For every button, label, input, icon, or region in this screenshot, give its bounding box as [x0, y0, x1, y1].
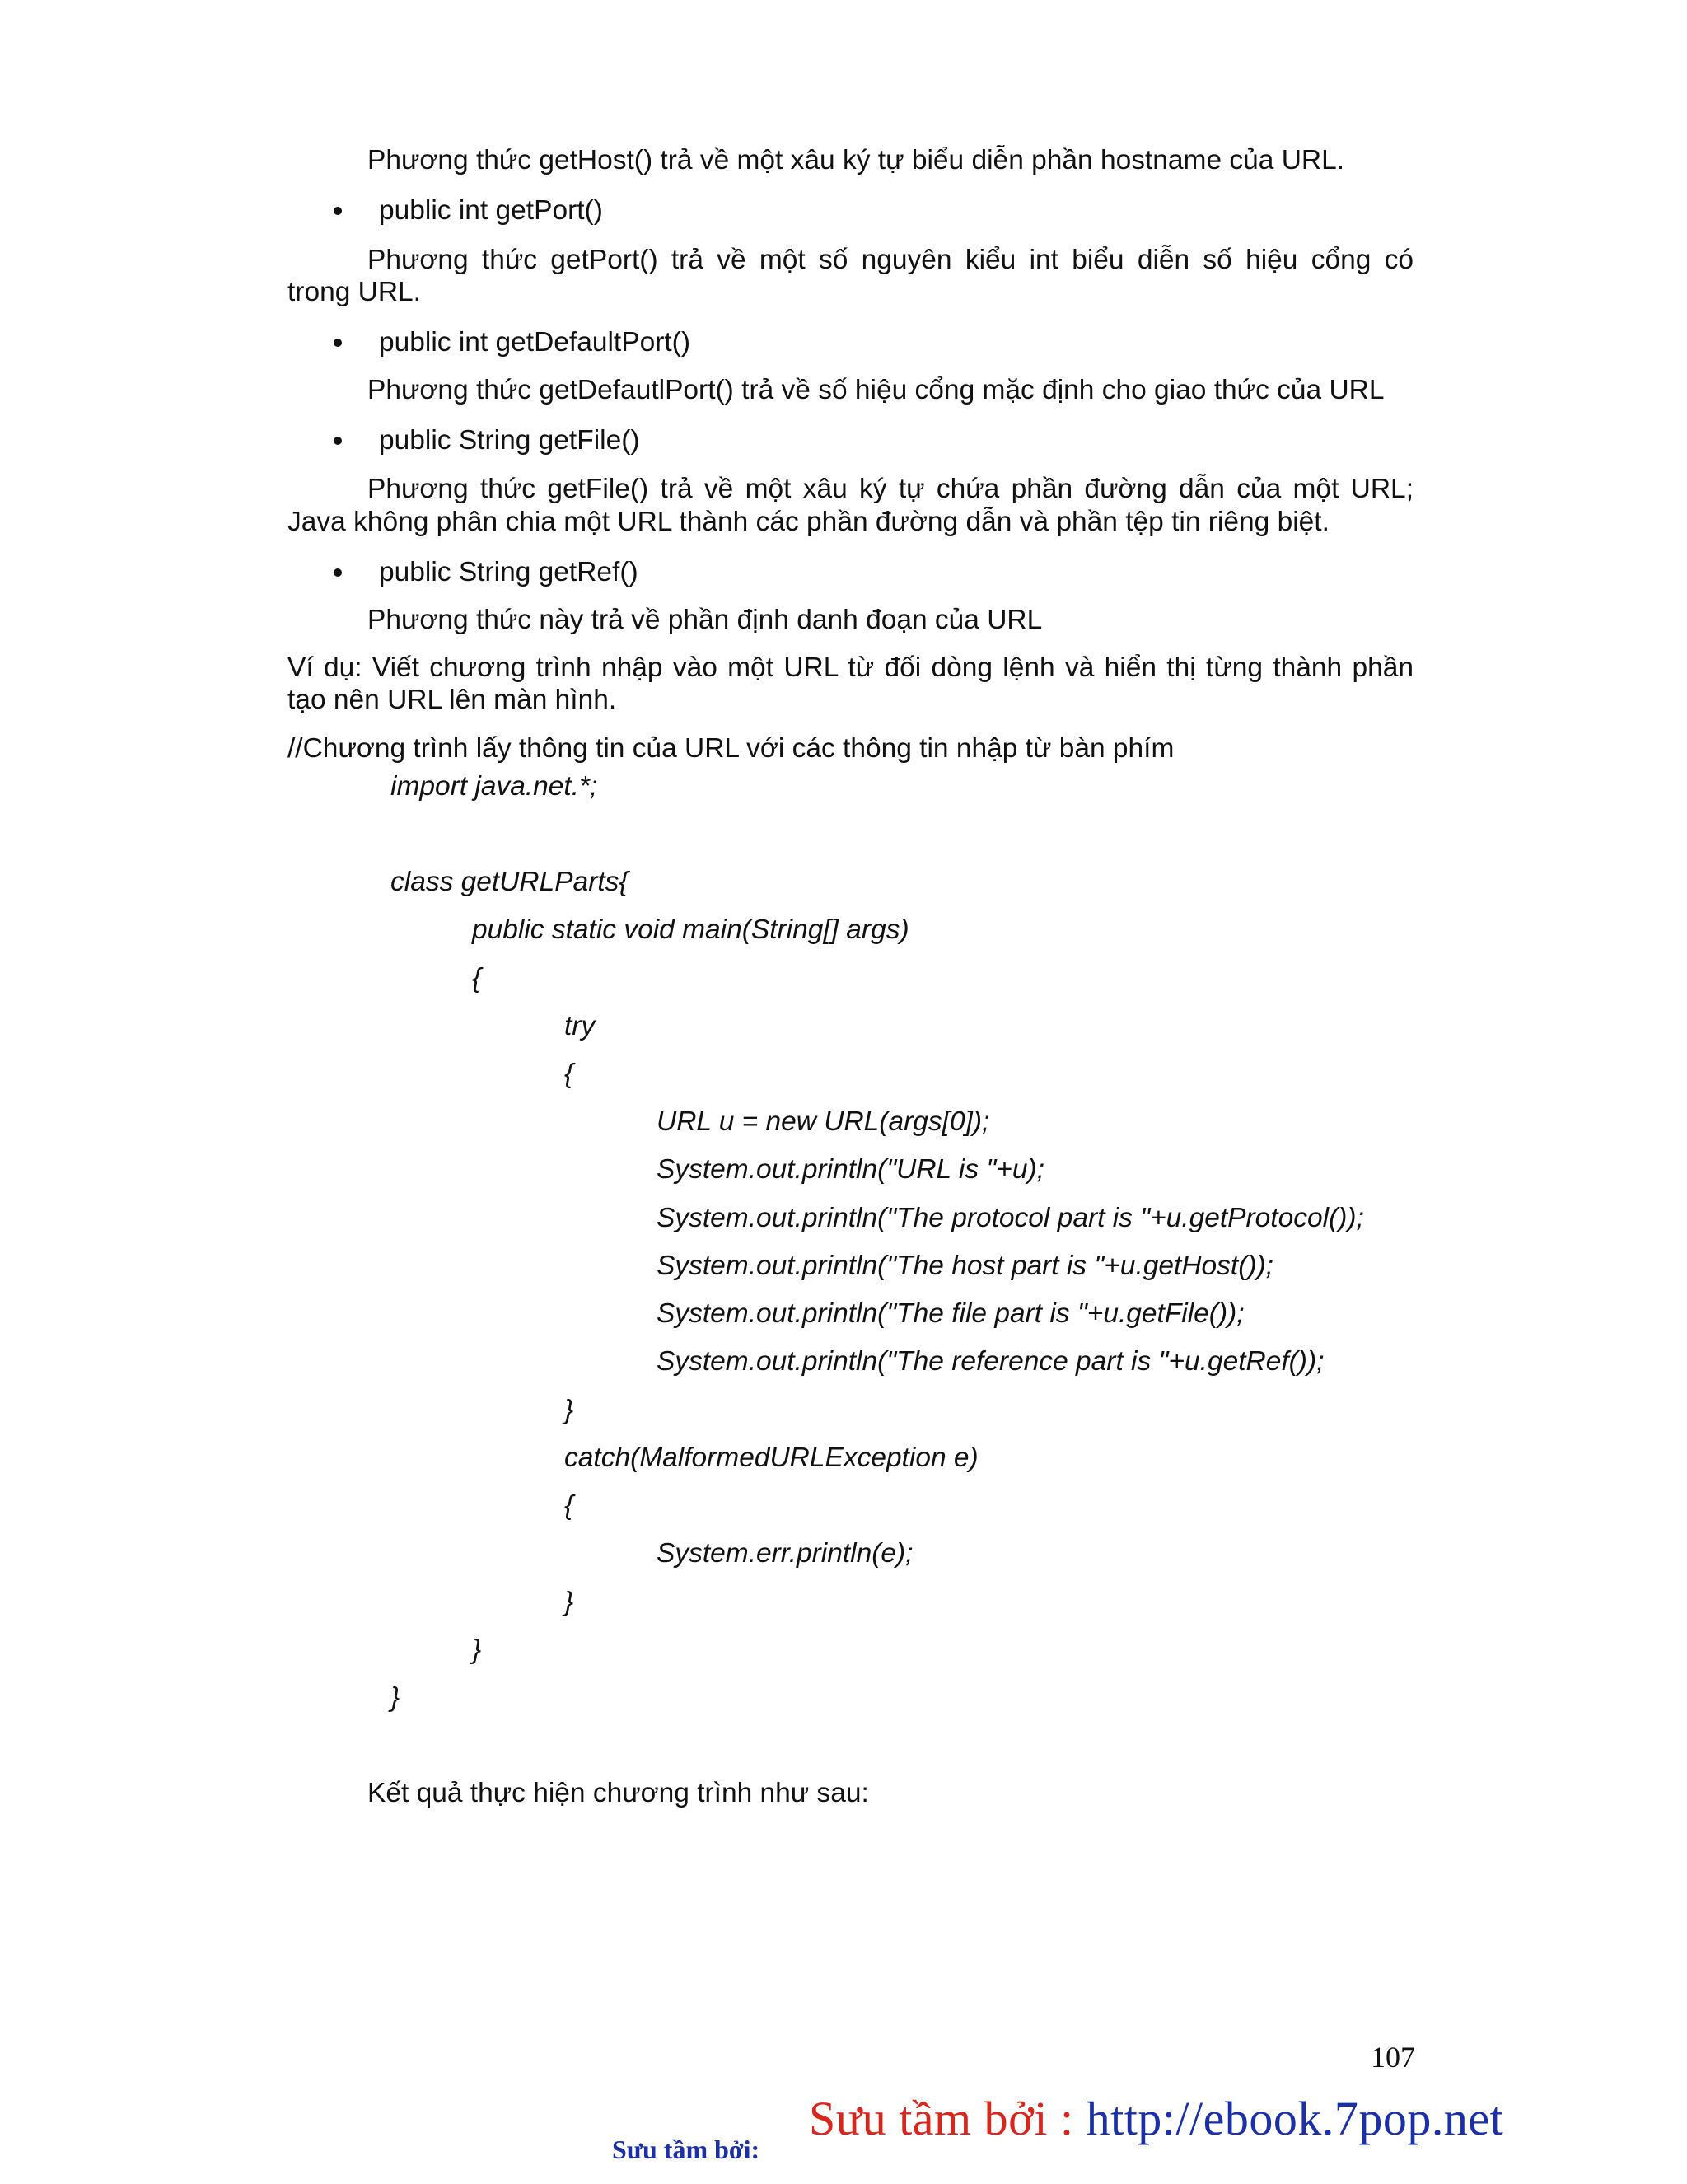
code-line-open-main: {	[472, 963, 482, 994]
code-line-open-try: {	[564, 1059, 574, 1089]
example-description-line1: Ví dụ: Viết chương trình nhập vào một URL từ đối dòng lệnh và hiển thị từng thành phần	[287, 652, 1414, 683]
gethost-description: Phương thức getHost() trả về một xâu ký tự biểu diễn phần hostname của URL.	[367, 145, 1345, 175]
code-comment: //Chương trình lấy thông tin của URL với các thông tin nhập từ bàn phím	[287, 733, 1175, 764]
code-line-close-catch: }	[564, 1587, 574, 1617]
watermark-label: Sưu tầm bởi :	[809, 2092, 1087, 2145]
result-text: Kết quả thực hiện chương trình như sau:	[367, 1778, 869, 1808]
method-signature-getfile: public String getFile()	[379, 425, 640, 456]
getdefaultport-description: Phương thức getDefautlPort() trả về số hiệu cổng mặc định cho giao thức của URL	[367, 375, 1385, 405]
footer-credit: Sưu tầm bởi:	[612, 2135, 760, 2164]
code-line-close-class: }	[390, 1682, 400, 1713]
code-line-main: public static void main(String[] args)	[472, 914, 909, 945]
page-number: 107	[1371, 2041, 1415, 2074]
code-line-close-main: }	[472, 1634, 482, 1665]
getref-description: Phương thức này trả về phần định danh đoạn của URL	[367, 605, 1043, 635]
code-line-stmt5: System.out.println("The file part is "+u.getFile());	[657, 1298, 1245, 1329]
watermark-url: http://ebook.7pop.net	[1086, 2092, 1504, 2145]
code-line-close-try: }	[564, 1395, 574, 1425]
getport-description-line2: trong URL.	[287, 277, 421, 307]
code-line-open-catch: {	[564, 1490, 574, 1521]
code-line-stmt1: URL u = new URL(args[0]);	[657, 1106, 990, 1137]
code-line-stmt4: System.out.println("The host part is "+u.getHost());	[657, 1251, 1273, 1281]
example-description-line2: tạo nên URL lên màn hình.	[287, 685, 617, 715]
bullet-icon	[334, 437, 342, 445]
code-line-stmt3: System.out.println("The protocol part is "+u.getProtocol());	[657, 1203, 1364, 1233]
code-line-import: import java.net.*;	[390, 771, 598, 802]
getfile-description-line1: Phương thức getFile() trả về một xâu ký tự chứa phần đường dẫn của một URL;	[367, 474, 1414, 504]
bullet-icon	[334, 568, 342, 577]
code-line-stmt2: System.out.println("URL is "+u);	[657, 1154, 1044, 1185]
code-line-class: class getURLParts{	[390, 867, 629, 897]
code-line-catch: catch(MalformedURLException e)	[564, 1443, 979, 1473]
method-signature-getref: public String getRef()	[379, 557, 638, 587]
method-signature-getdefaultport: public int getDefaultPort()	[379, 327, 690, 358]
method-signature-getport: public int getPort()	[379, 195, 603, 226]
bullet-icon	[334, 207, 342, 215]
getfile-description-line2: Java không phân chia một URL thành các phần đường dẫn và phần tệp tin riêng biệt.	[287, 507, 1330, 537]
code-line-stmt6: System.out.println("The reference part is "+u.getRef());	[657, 1346, 1325, 1377]
code-line-try: try	[564, 1011, 596, 1041]
getport-description-line1: Phương thức getPort() trả về một số nguyên kiểu int biểu diễn số hiệu cổng có	[367, 245, 1414, 275]
code-line-catch-stmt: System.err.println(e);	[657, 1538, 914, 1569]
bullet-icon	[334, 339, 342, 347]
source-watermark	[809, 2091, 1503, 2147]
